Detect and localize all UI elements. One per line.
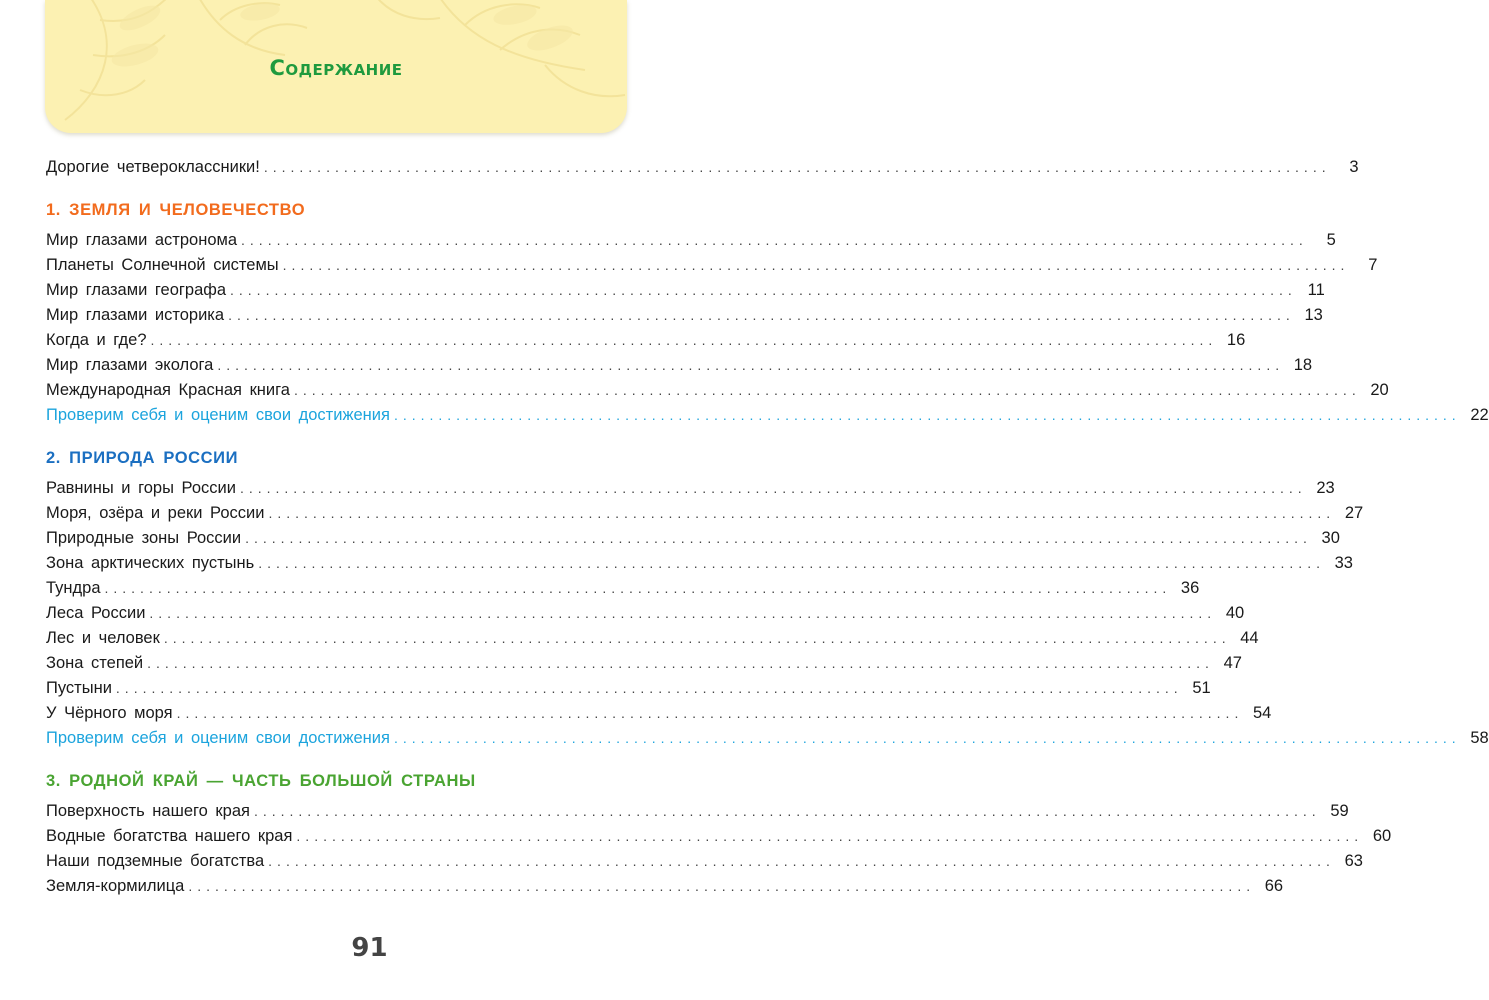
toc-entry-page: 7	[1368, 256, 1378, 274]
toc-entry-page: 59	[1330, 802, 1349, 820]
toc-entry-page: 16	[1226, 331, 1246, 349]
toc-row[interactable]	[46, 852, 1363, 877]
toc-row[interactable]	[46, 281, 1325, 306]
toc-entry-title: Мир глазами историка	[46, 306, 225, 324]
toc-row[interactable]	[46, 802, 1349, 827]
toc-row[interactable]	[46, 231, 1336, 256]
toc-entry-title: Когда и где?	[46, 331, 147, 349]
toc-entry-page: 18	[1293, 356, 1313, 374]
toc-entry-page: 60	[1372, 827, 1392, 845]
toc-row[interactable]	[46, 679, 1211, 704]
toc-row[interactable]	[46, 604, 1245, 629]
toc-entry-title: Мир глазами астронома	[46, 231, 238, 249]
toc-entry-page: 51	[1192, 679, 1211, 697]
toc-entry-title: Проверим себя и оценим свои достижения	[46, 729, 390, 747]
section-heading: 3. РОДНОЙ КРАЙ — ЧАСТЬ БОЛЬШОЙ СТРАНЫ	[46, 772, 476, 790]
dot-leader: ........................................................................................................................	[241, 232, 1308, 248]
toc-entry-title: Равнины и горы России	[46, 479, 236, 497]
toc-entry-title: Дорогие четвероклассники!	[46, 158, 260, 176]
dot-leader: ........................................................................................................................	[293, 382, 1361, 398]
dot-leader: ........................................................................................................................	[239, 480, 1307, 496]
dot-leader: ........................................................................................................................	[163, 630, 1231, 646]
toc-row[interactable]	[46, 654, 1242, 679]
toc-entry-page: 23	[1316, 479, 1335, 497]
header-banner	[45, 0, 627, 133]
toc-row[interactable]	[46, 554, 1353, 579]
toc-entry-title: Водные богатства нашего края	[46, 827, 293, 845]
toc-entry-title: Наши подземные богатства	[46, 852, 265, 870]
toc-entry-page: 66	[1264, 877, 1284, 895]
toc-entry-title: Моря, озёра и реки России	[46, 504, 265, 522]
toc-entry-page: 54	[1252, 704, 1272, 722]
toc-entry-page: 40	[1225, 604, 1245, 622]
table-of-contents	[46, 158, 1489, 902]
toc-entry-page: 22	[1470, 406, 1489, 424]
toc-entry-page: 27	[1344, 504, 1364, 522]
toc-entry-title: Проверим себя и оценим свои достижения	[46, 406, 390, 424]
toc-entry-title: Зона степей	[46, 654, 144, 672]
toc-row[interactable]	[46, 877, 1284, 902]
dot-leader: ........................................................................................................................	[115, 680, 1183, 696]
toc-entry-title: Мир глазами географа	[46, 281, 227, 299]
toc-entry-title: Планеты Солнечной системы	[46, 256, 279, 274]
toc-row[interactable]	[46, 256, 1378, 281]
toc-review-row[interactable]	[46, 406, 1489, 431]
dot-leader: ........................................................................................................................	[147, 655, 1214, 671]
toc-entry-page: 47	[1223, 654, 1242, 672]
dot-leader: ........................................................................................................................	[104, 580, 1172, 596]
dot-leader: ........................................................................................................................	[263, 159, 1331, 175]
dot-leader: ........................................................................................................................	[296, 828, 1364, 844]
section-heading: 1. ЗЕМЛЯ И ЧЕЛОВЕЧЕСТВО	[46, 201, 306, 219]
dot-leader: ........................................................................................................................	[282, 257, 1350, 273]
toc-entry-title: У Чёрного моря	[46, 704, 173, 722]
toc-entry-page: 13	[1304, 306, 1323, 324]
toc-row[interactable]	[46, 827, 1392, 852]
dot-leader: ........................................................................................................................	[253, 803, 1321, 819]
toc-row[interactable]	[46, 331, 1246, 356]
toc-review-row[interactable]	[46, 729, 1489, 754]
page-title: Содержание	[269, 56, 403, 80]
toc-entry-title: Поверхность нашего края	[46, 802, 250, 820]
toc-row[interactable]	[46, 579, 1200, 604]
page-number: 91	[351, 933, 388, 963]
toc-entry-page: 36	[1180, 579, 1200, 597]
toc-row[interactable]	[46, 479, 1335, 504]
toc-intro-row[interactable]	[46, 158, 1359, 183]
dot-leader: ........................................................................................................................	[268, 505, 1336, 521]
dot-leader: ........................................................................................................................	[393, 407, 1461, 423]
toc-entry-page: 3	[1349, 158, 1359, 176]
toc-row[interactable]	[46, 306, 1323, 331]
dot-leader: ........................................................................................................................	[188, 878, 1256, 894]
toc-entry-page: 44	[1240, 629, 1259, 647]
toc-entry-title: Леса России	[46, 604, 146, 622]
toc-entry-title: Тундра	[46, 579, 101, 597]
toc-entry-page: 63	[1344, 852, 1363, 870]
toc-entry-page: 20	[1370, 381, 1389, 399]
dot-leader: ........................................................................................................................	[228, 307, 1295, 323]
dot-leader: ........................................................................................................................	[268, 853, 1335, 869]
toc-row[interactable]	[46, 704, 1272, 729]
dot-leader: ........................................................................................................................	[393, 730, 1461, 746]
toc-row[interactable]	[46, 529, 1340, 554]
dot-leader: ........................................................................................................................	[258, 555, 1325, 571]
toc-row[interactable]	[46, 504, 1364, 529]
toc-entry-page: 33	[1334, 554, 1353, 572]
dot-leader: ........................................................................................................................	[245, 530, 1312, 546]
toc-row[interactable]	[46, 381, 1389, 406]
toc-entry-title: Мир глазами эколога	[46, 356, 214, 374]
toc-entry-page: 58	[1470, 729, 1489, 747]
toc-entry-title: Пустыни	[46, 679, 112, 697]
toc-entry-title: Природные зоны России	[46, 529, 242, 547]
toc-entry-title: Международная Красная книга	[46, 381, 290, 399]
toc-entry-page: 5	[1326, 231, 1336, 249]
dot-leader: ........................................................................................................................	[217, 357, 1285, 373]
toc-row[interactable]	[46, 629, 1259, 654]
section-heading: 2. ПРИРОДА РОССИИ	[46, 449, 239, 467]
toc-entry-title: Зона арктических пустынь	[46, 554, 255, 572]
dot-leader: ........................................................................................................................	[176, 705, 1244, 721]
dot-leader: ........................................................................................................................	[150, 332, 1218, 348]
dot-leader: ........................................................................................................................	[230, 282, 1297, 298]
dot-leader: ........................................................................................................................	[149, 605, 1217, 621]
toc-entry-page: 11	[1307, 281, 1325, 299]
toc-entry-page: 30	[1321, 529, 1340, 547]
toc-row[interactable]	[46, 356, 1313, 381]
toc-entry-title: Земля-кормилица	[46, 877, 185, 895]
toc-entry-title: Лес и человек	[46, 629, 160, 647]
